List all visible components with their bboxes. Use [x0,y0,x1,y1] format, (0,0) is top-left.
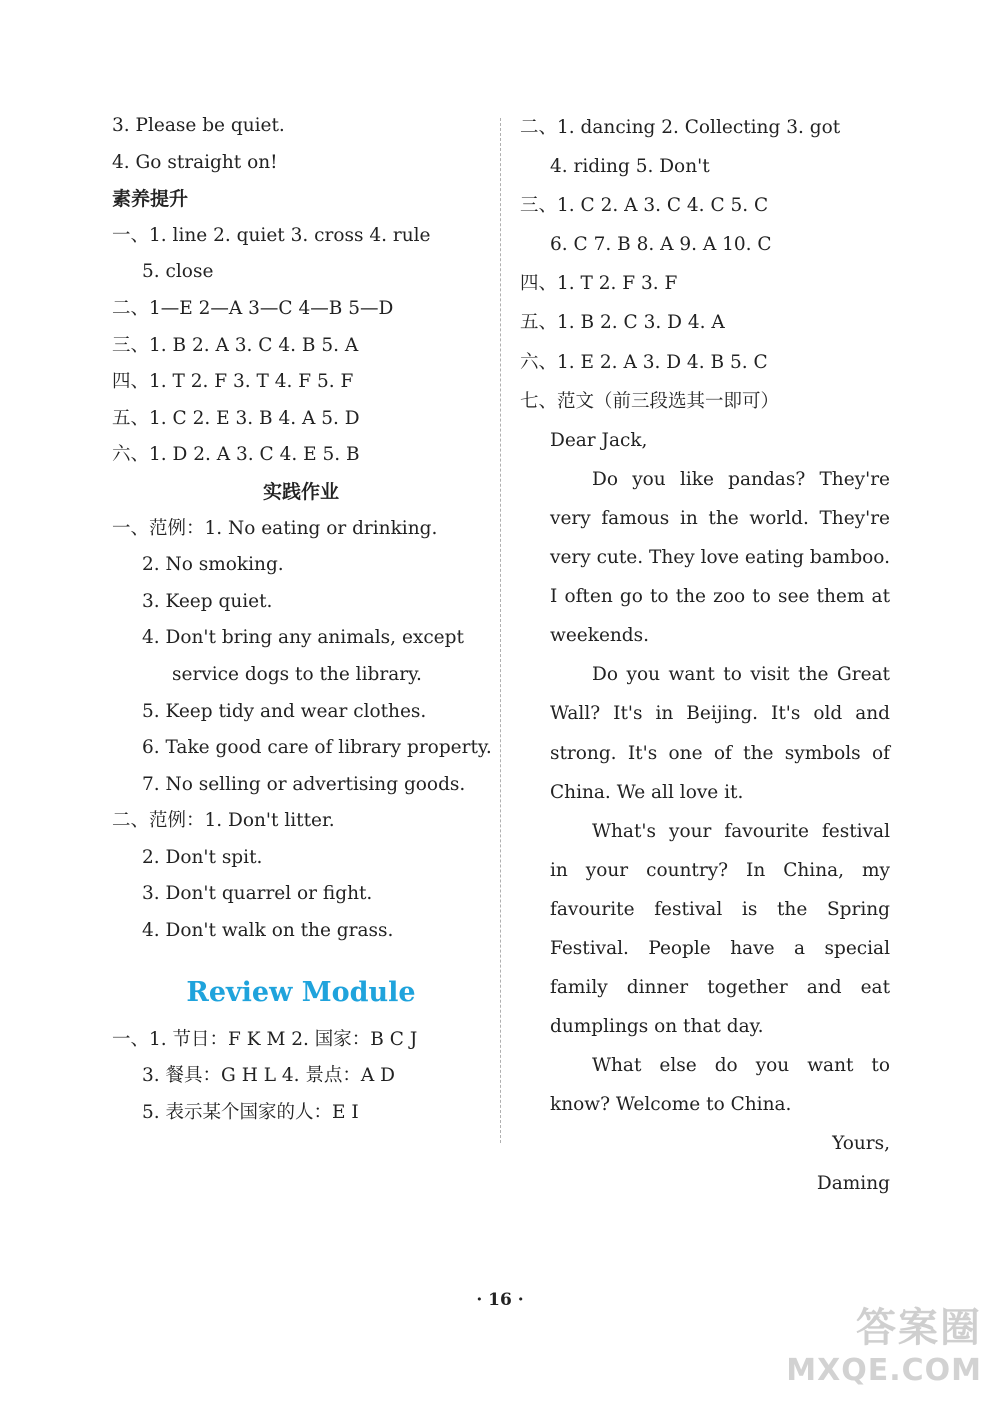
watermark-logo-text: 答案圈 [856,1305,982,1351]
answer-line: 3. Please be quiet. [112,115,285,136]
answer-line: 一、1. 节日：F K M 2. 国家：B C J [112,1028,418,1050]
answer-line: 4. riding 5. Don't [550,156,710,178]
answer-line: 4. Don't walk on the grass. [142,920,394,942]
answer-line: 三、1. B 2. A 3. C 4. B 5. A [112,334,359,356]
answer-line: 4. Go straight on! [112,151,278,173]
answer-line: 六、1. D 2. A 3. C 4. E 5. B [112,444,360,466]
letter-paragraph: Do you want to visit the Great Wall? It's in Beijing. It's old and strong. It's one of the symbols of China. We all love it. [550,664,890,803]
site-watermark [752,1296,982,1401]
page-number: · 16 · [476,1290,524,1310]
answer-line: 四、1. T 2. F 3. F [520,273,678,295]
answer-line: service dogs to the library. [172,663,422,685]
watermark-url: MXQE.COM [786,1353,982,1388]
answer-line: 三、1. C 2. A 3. C 4. C 5. C [520,195,769,217]
right-column [520,108,890,1203]
answer-line: 3. Don't quarrel or fight. [142,883,373,905]
answer-line: 一、范例：1. No eating or drinking. [112,517,438,539]
section-heading: 实践作业 [262,480,339,503]
answer-line: 7. No selling or advertising goods. [142,773,466,795]
section-heading: 素养提升 [112,188,189,211]
answer-line: 四、1. T 2. F 3. T 4. F 5. F [112,371,354,393]
answer-line: 4. Don't bring any animals, except [142,627,464,649]
answer-line: 六、1. E 2. A 3. D 4. B 5. C [520,351,768,373]
answer-line: 3. 餐具：G H L 4. 景点：A D [142,1065,395,1087]
answer-line: 五、1. B 2. C 3. D 4. A [520,312,725,334]
letter-paragraph: What's your favourite festival in your country? In China, my favourite festival is the Spring Festival. People have a special family dinner together and eat dumplings on that day. [550,820,890,1038]
answer-line: 2. No smoking. [142,554,284,576]
letter-greeting: Dear Jack, [550,429,648,451]
answer-line: 一、1. line 2. quiet 3. cross 4. rule [112,224,431,246]
letter-paragraph: What else do you want to know? Welcome to China. [550,1055,890,1116]
answer-line: 6. C 7. B 8. A 9. A 10. C [550,234,772,256]
answer-line: 3. Keep quiet. [142,590,273,612]
answer-line: 5. close [142,261,214,283]
answer-line: 二、1—E 2—A 3—C 4—B 5—D [112,297,394,319]
letter-signature: Daming [816,1172,890,1194]
answer-line: 七、范文（前三段选其一即可） [520,390,780,412]
right-answer-lines [520,108,890,421]
left-column [112,108,490,1131]
answer-line: 6. Take good care of library property. [142,737,492,759]
sample-letter [520,421,890,1203]
review-module-title: Review Module [186,976,416,1008]
letter-closing: Yours, [832,1133,890,1155]
answer-line: 五、1. C 2. E 3. B 4. A 5. D [112,407,360,429]
answer-line: 2. Don't spit. [142,846,263,868]
letter-paragraph: Do you like pandas? They're very famous in the world. They're very cute. They love eating bamboo. I often go to the zoo to see them at weekends. [550,468,890,647]
answer-line: 二、1. dancing 2. Collecting 3. got [520,117,841,138]
column-divider [500,118,501,1143]
answer-line: 二、范例：1. Don't litter. [112,810,335,832]
answer-line: 5. Keep tidy and wear clothes. [142,700,427,722]
answer-line: 5. 表示某个国家的人：E I [142,1101,359,1123]
